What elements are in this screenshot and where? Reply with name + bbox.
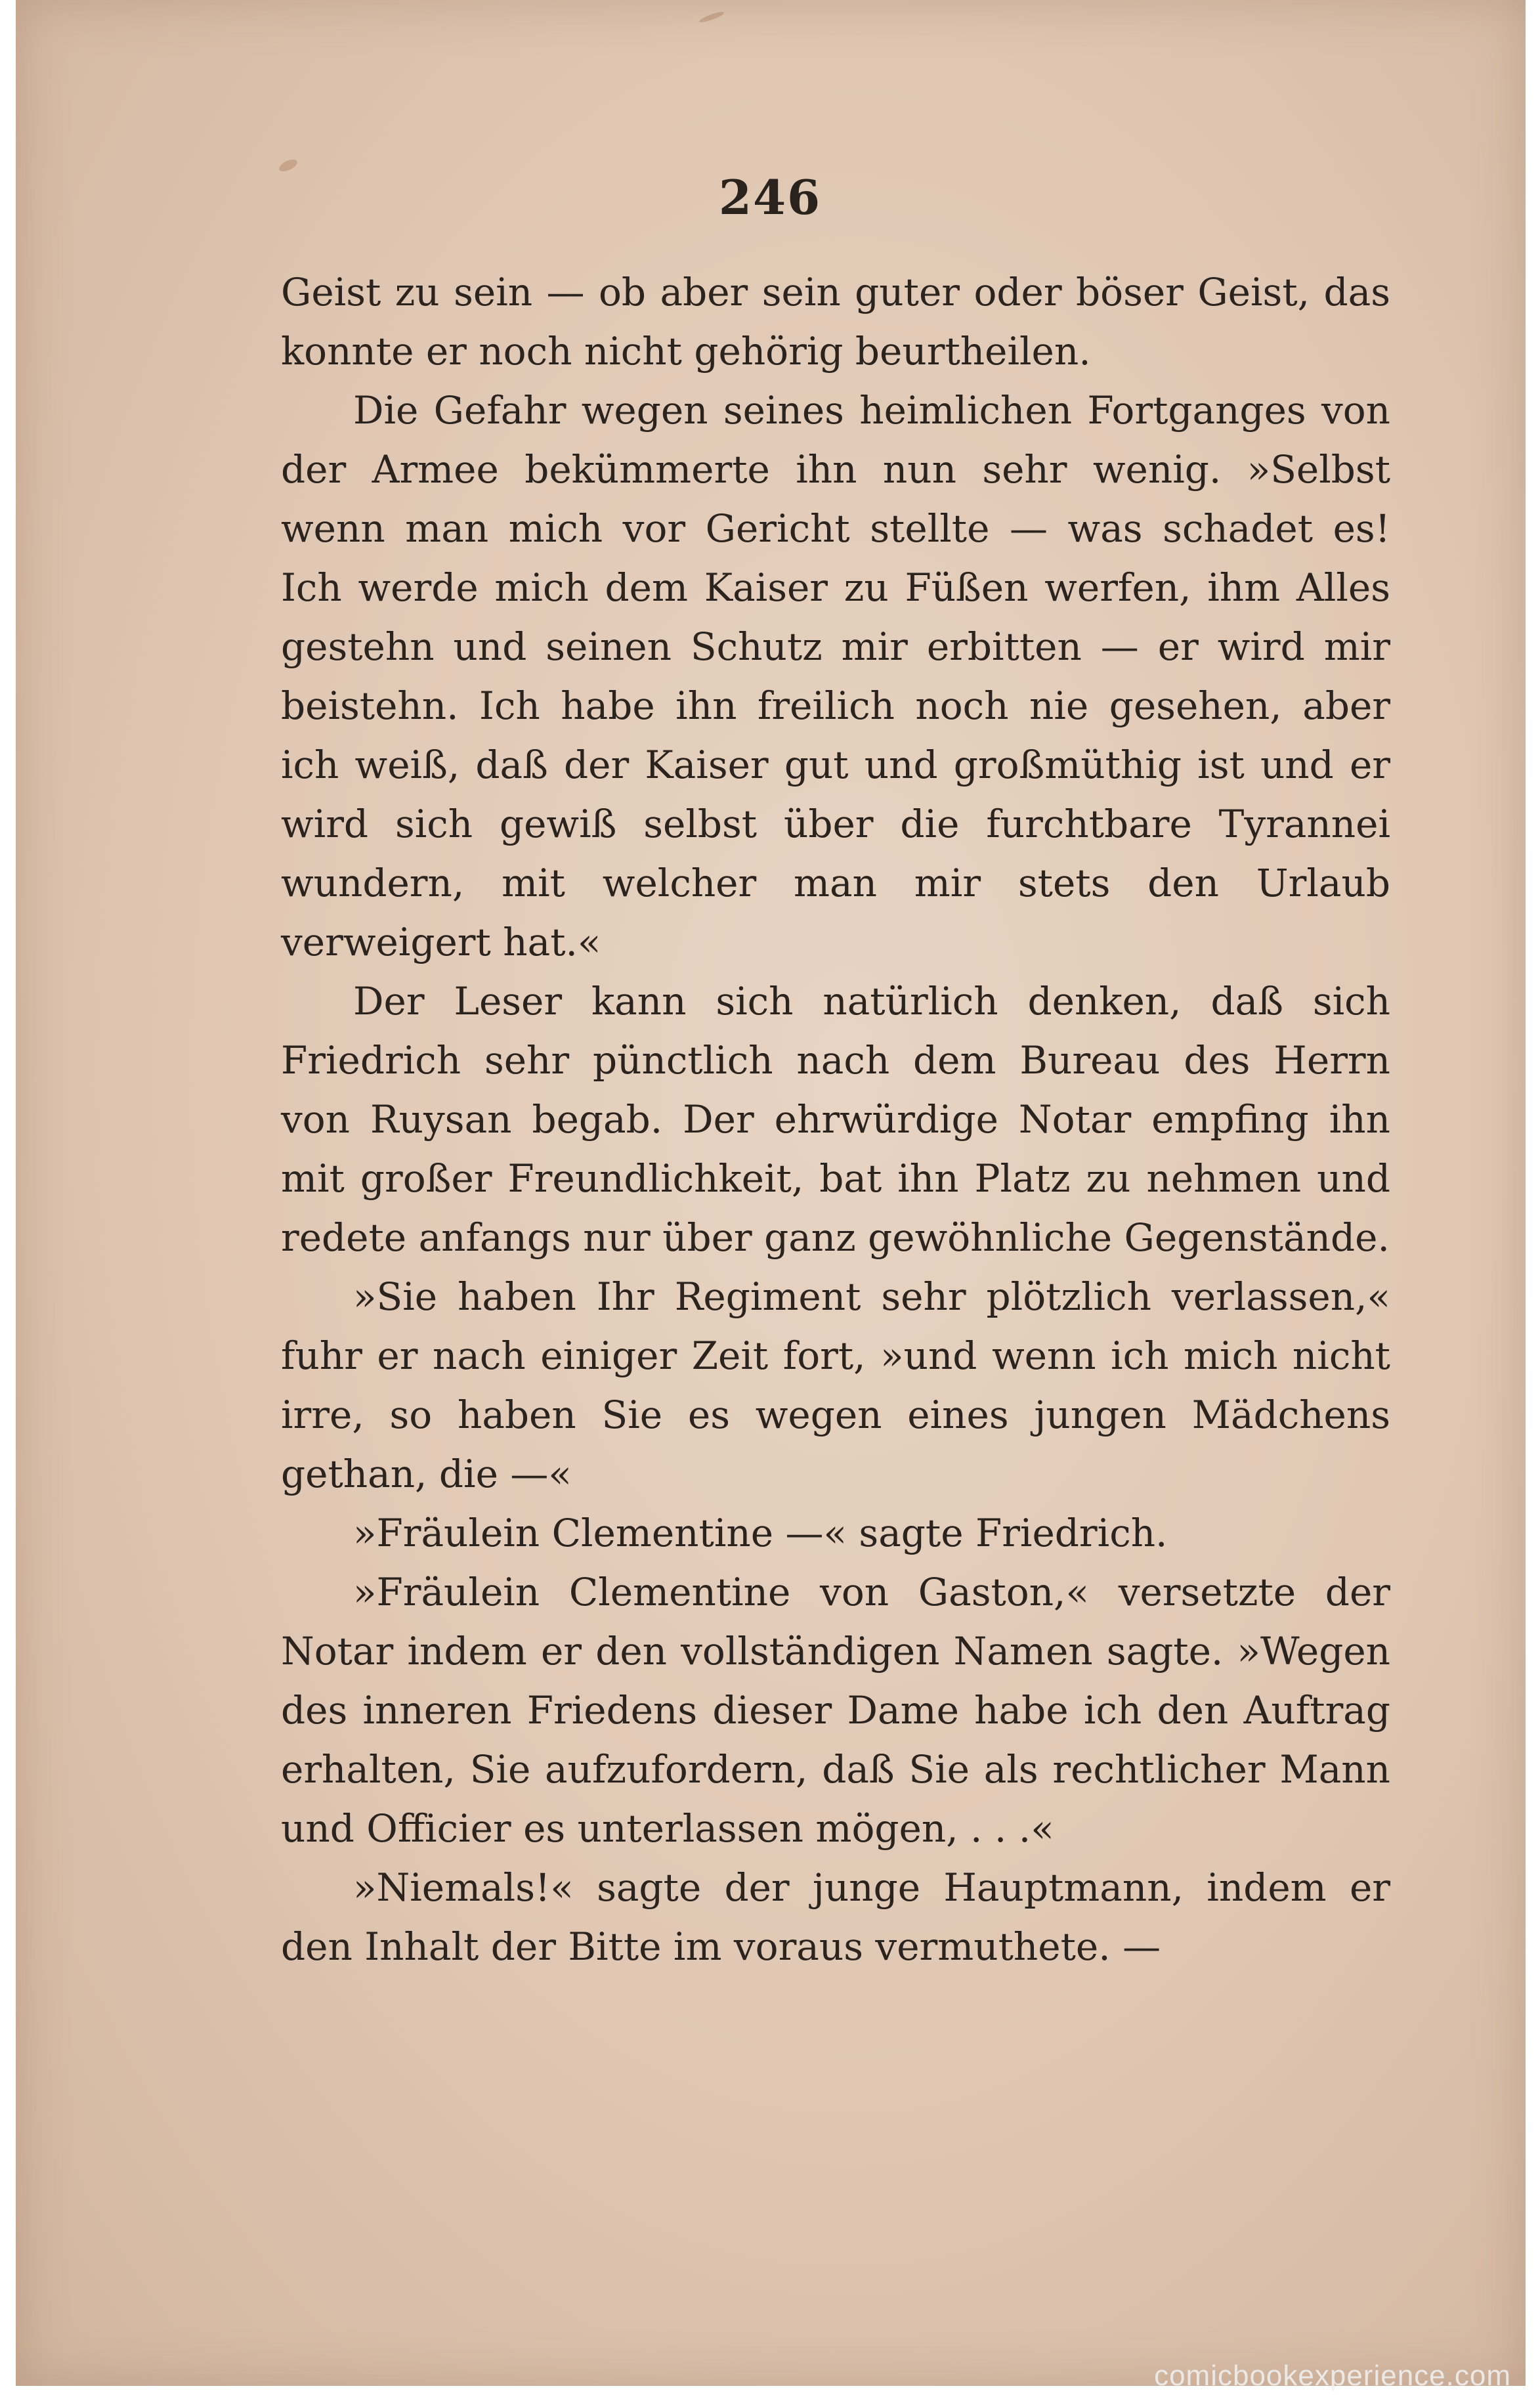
body-text	[281, 263, 1390, 1976]
paragraph: »Fräulein Clementine —« sagte Friedrich.	[353, 1511, 1168, 1555]
stain-mark	[698, 10, 725, 24]
paragraph: Der Leser kann sich natürlich denken, daß sich Friedrich sehr pünctlich nach dem Bureau des Herrn von Ruysan begab. Der ehrwürdige Notar empfing ihn mit großer Freundlichkeit, bat ihn Platz zu nehmen und redete anfangs nur über ganz gewöhnliche Gegenstände.	[281, 979, 1390, 1260]
paragraph: Geist zu sein — ob aber sein guter oder böser Geist, das konnte er noch nicht gehörig beurtheilen.	[281, 270, 1390, 374]
paragraph: Die Gefahr wegen seines heimlichen Fortganges von der Armee bekümmerte ihn nun sehr wenig. »Selbst wenn man mich vor Gericht stellte — was schadet es! Ich werde mich dem Kaiser zu Füßen werfen, ihm Alles gestehn und seinen Schutz mir erbitten — er wird mir beistehn. Ich habe ihn freilich noch nie gesehen, aber ich weiß, daß der Kaiser gut und großmüthig ist und er wird sich gewiß selbst über die furchtbare Tyrannei wundern, mit welcher man mir stets den Urlaub verweigert hat.«	[281, 388, 1390, 964]
paragraph: »Niemals!« sagte der junge Hauptmann, indem er den Inhalt der Bitte im voraus vermuthete. —	[281, 1865, 1390, 1969]
watermark: comicbookexperience.com	[1154, 2360, 1511, 2392]
paragraph: »Sie haben Ihr Regiment sehr plötzlich verlassen,« fuhr er nach einiger Zeit fort, »und wenn ich mich nicht irre, so haben Sie es wegen eines jungen Mädchens gethan, die —«	[281, 1274, 1390, 1496]
page-number: 246	[718, 169, 822, 225]
paragraph: »Fräulein Clementine von Gaston,« versetzte der Notar indem er den vollständigen Namen sagte. »Wegen des inneren Friedens dieser Dame habe ich den Auftrag erhalten, Sie aufzufordern, daß Sie als rechtlicher Mann und Officier es unterlassen mögen, . . .«	[281, 1570, 1390, 1851]
